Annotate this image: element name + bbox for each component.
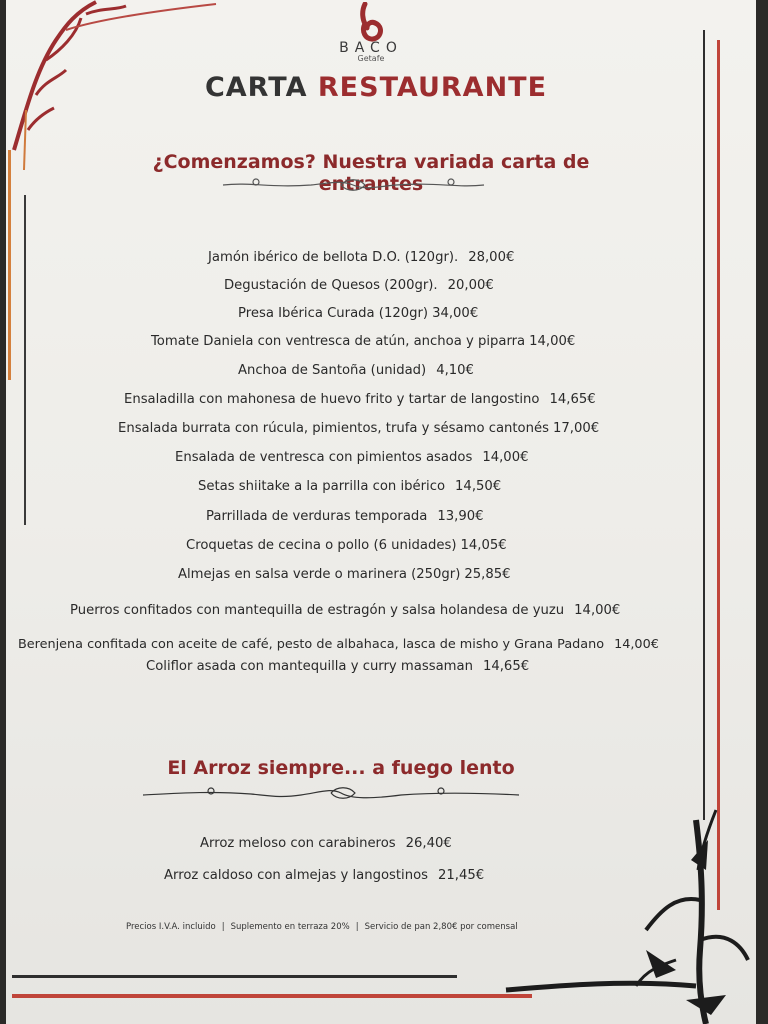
item-name: Tomate Daniela con ventresca de atún, anchoa y piparra: [151, 334, 526, 349]
menu-item: [186, 538, 507, 553]
item-name: Puerros confitados con mantequilla de estragón y salsa holandesa de yuzu: [70, 603, 565, 618]
item-price: 21,45€: [438, 868, 485, 883]
menu-item: [208, 250, 514, 265]
flourish-divider-icon: [141, 783, 521, 805]
item-name: Almejas en salsa verde o marinera (250gr): [178, 567, 461, 582]
menu-item: [206, 509, 484, 524]
brand-name: BACO: [339, 40, 403, 56]
item-price: 14,50€: [455, 479, 502, 494]
item-price: 14,65€: [549, 392, 596, 407]
left-border-line: [8, 150, 11, 380]
item-name: Parrillada de verduras temporada: [206, 509, 428, 524]
menu-item: [178, 567, 511, 582]
right-inner-line: [703, 30, 705, 820]
item-price: 20,00€: [447, 278, 494, 293]
menu-item: [175, 450, 528, 465]
title-main: CARTA: [204, 72, 308, 103]
item-name: Ensalada de ventresca con pimientos asados: [175, 450, 473, 465]
flourish-divider-icon: [221, 176, 486, 194]
item-name: Anchoa de Santoña (unidad): [238, 363, 427, 378]
item-price: 28,00€: [468, 250, 515, 265]
item-price: 14,00€: [614, 637, 659, 652]
menu-page: [6, 0, 756, 1024]
menu-item: [198, 479, 501, 494]
item-name: Arroz meloso con carabineros: [200, 836, 396, 851]
item-price: 14,00€: [482, 450, 529, 465]
page-title: [196, 72, 556, 103]
menu-item: [238, 363, 474, 378]
item-price: 14,00€: [574, 603, 621, 618]
menu-item: [18, 637, 659, 652]
item-name: Coliflor asada con mantequilla y curry massaman: [146, 659, 473, 674]
item-price: 34,00€: [432, 306, 479, 321]
footer-terrace: Suplemento en terraza 20%: [230, 922, 350, 932]
left-inner-line: [24, 195, 26, 525]
item-name: Croquetas de cecina o pollo (6 unidades): [186, 538, 457, 553]
bamboo-ornament-bottom-right: [486, 800, 756, 1024]
item-name: Setas shiitake a la parrilla con ibérico: [198, 479, 446, 494]
item-price: 14,05€: [460, 538, 507, 553]
brand-logo: [326, 2, 416, 63]
menu-item: [164, 868, 484, 883]
section-title-starters: ¿Comenzamos? Nuestra variada carta de entrantes: [152, 151, 590, 195]
item-price: 25,85€: [464, 567, 511, 582]
item-name: Ensaladilla con mahonesa de huevo frito y tartar de langostino: [124, 392, 540, 407]
item-price: 13,90€: [437, 509, 484, 524]
menu-item: [200, 836, 452, 851]
item-price: 14,00€: [529, 334, 576, 349]
footer-bread: Servicio de pan 2,80€ por comensal: [364, 922, 518, 932]
menu-item: [224, 278, 494, 293]
menu-item: [124, 392, 596, 407]
item-price: 17,00€: [552, 421, 600, 436]
item-price: 4,10€: [436, 363, 474, 378]
menu-item: [118, 421, 599, 436]
right-border-line: [717, 40, 720, 910]
bottom-border-line-dark: [12, 975, 457, 978]
menu-item: [151, 334, 575, 349]
baco-b-icon: [351, 2, 391, 42]
brand-city: Getafe: [357, 54, 385, 63]
item-name: Jamón ibérico de bellota D.O. (120gr).: [208, 250, 459, 265]
title-accent: RESTAURANTE: [317, 72, 548, 103]
item-price: 14,65€: [482, 659, 530, 674]
menu-item: [146, 659, 529, 674]
bottom-border-line-red: [12, 994, 532, 998]
item-name: Presa Ibérica Curada (120gr): [238, 306, 429, 321]
section-title-rice: El Arroz siempre... a fuego lento: [167, 757, 515, 779]
menu-item: [70, 603, 620, 618]
item-name: Arroz caldoso con almejas y langostinos: [164, 868, 429, 883]
menu-item: [238, 306, 478, 321]
item-name: Ensalada burrata con rúcula, pimientos, trufa y sésamo cantonés: [118, 421, 549, 436]
footer-iva: Precios I.V.A. incluido: [126, 922, 216, 932]
footer-separator: |: [221, 922, 225, 932]
item-name: Berenjena confitada con aceite de café, pesto de albahaca, lasca de misho y Grana Padano: [18, 637, 605, 652]
item-name: Degustación de Quesos (200gr).: [224, 278, 438, 293]
item-price: 26,40€: [405, 836, 452, 851]
footer-separator: |: [355, 922, 359, 932]
